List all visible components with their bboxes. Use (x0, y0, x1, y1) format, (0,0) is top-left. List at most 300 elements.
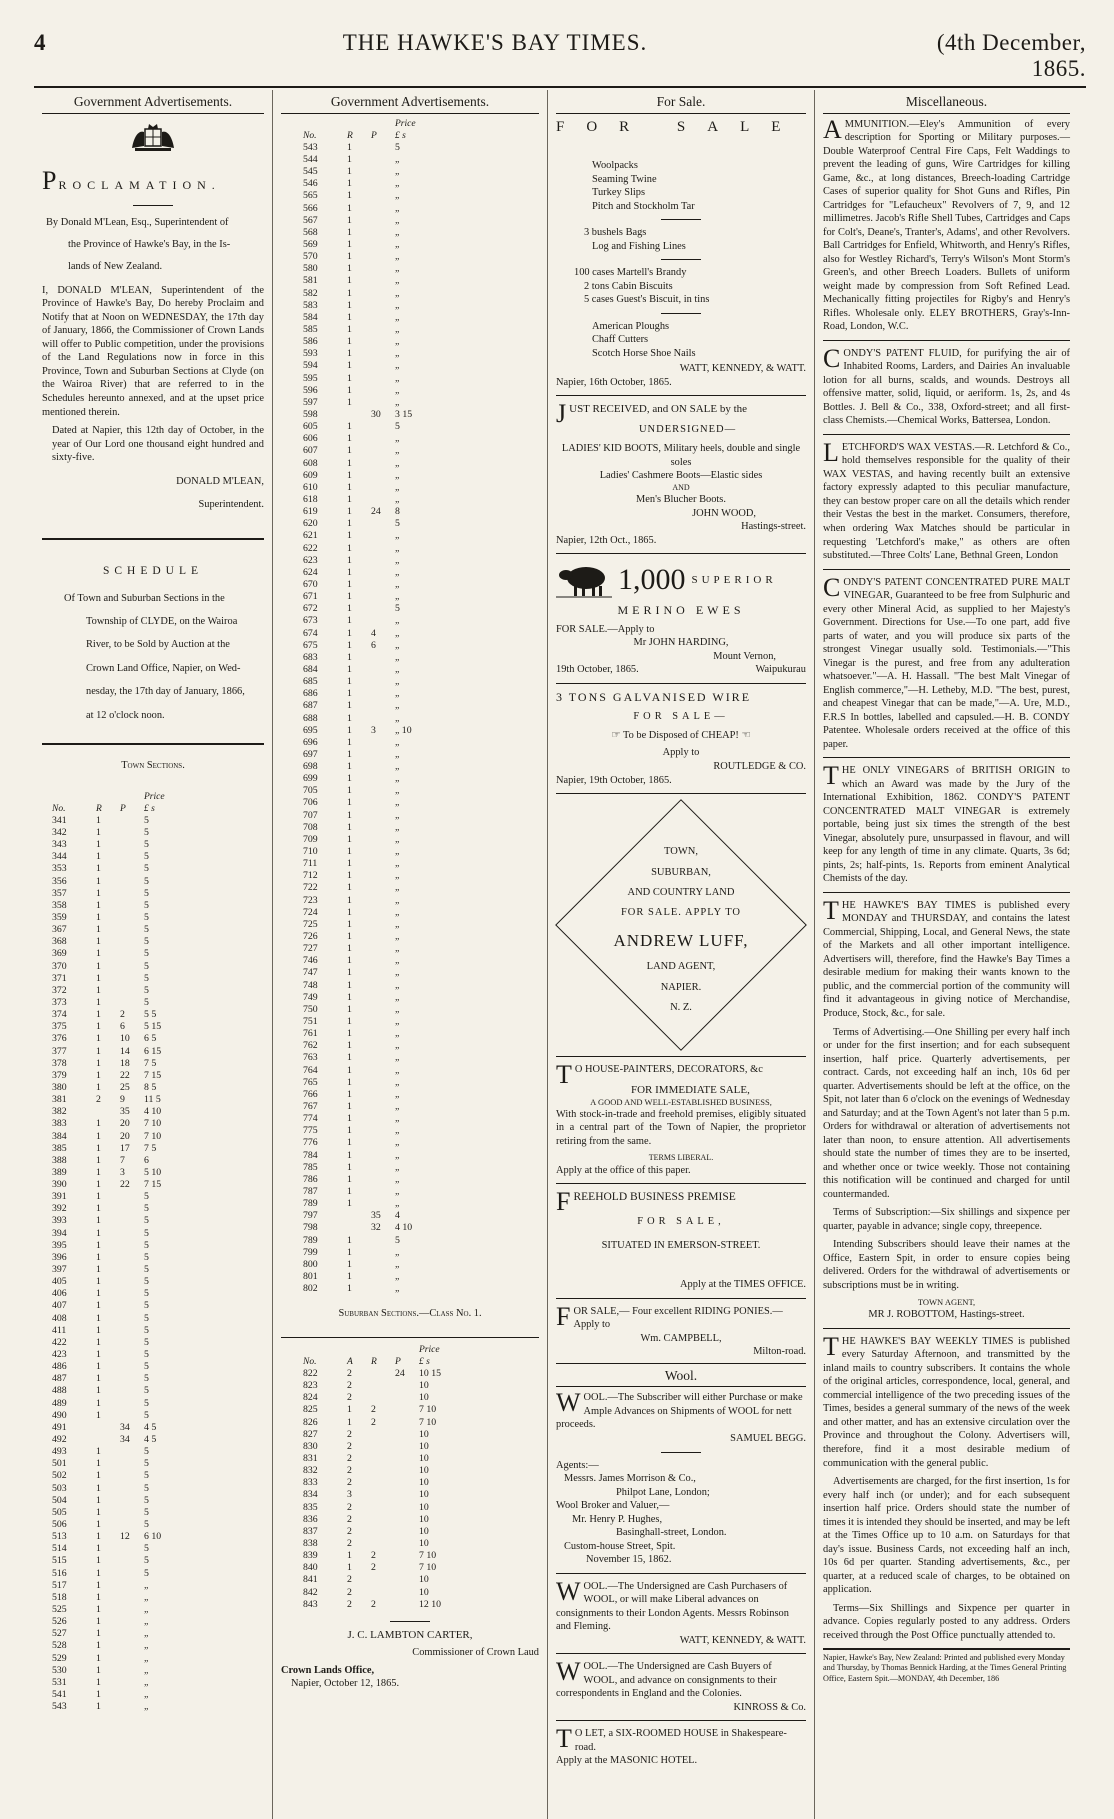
table-cell: 596 (303, 384, 318, 396)
table-cell (367, 239, 391, 251)
table-cell: 35 (120, 1106, 130, 1118)
table-row (48, 1458, 182, 1470)
issue-date: (4th December, 1865. (936, 30, 1086, 81)
table-row (299, 591, 433, 603)
advert-wool-watt (556, 1576, 806, 1648)
table-row (299, 251, 433, 263)
table-cell: 1 (96, 899, 101, 911)
table-cell: „ (395, 761, 400, 773)
table-cell (367, 336, 391, 348)
table-cell: 493 (52, 1446, 67, 1458)
table-cell: 585 (303, 324, 318, 335)
advert-freehold-premises (556, 1187, 806, 1291)
table-cell: 5 (144, 1385, 149, 1397)
table-row (299, 1453, 457, 1465)
table-row (299, 542, 433, 554)
advert-john-wood (556, 399, 806, 547)
table-cell: 1 (96, 972, 101, 984)
table-cell (367, 433, 391, 445)
schedule-line: Crown Land Office, Napier, on Wed- (86, 662, 241, 674)
table-cell: „ (395, 918, 400, 930)
table-cell: 695 (303, 724, 318, 736)
table-cell: „ (395, 700, 400, 712)
table-cell (116, 1337, 140, 1349)
table-row (48, 1033, 182, 1045)
table-cell: 5 (144, 1215, 149, 1227)
table-cell: 1 (96, 936, 101, 948)
table-row (48, 1058, 182, 1070)
table-cell: 697 (303, 748, 318, 760)
table-cell (116, 924, 140, 936)
table-cell: 831 (303, 1453, 318, 1465)
table-cell: 610 (303, 481, 318, 493)
table-cell (343, 409, 367, 421)
table-cell: 515 (52, 1555, 67, 1567)
table-cell: 5 (144, 1288, 149, 1300)
section-header: Government Advertisements. (281, 90, 539, 114)
table-cell: 1 (347, 396, 352, 408)
table-row (299, 1380, 457, 1392)
table-row (299, 992, 433, 1004)
table-cell: 835 (303, 1501, 318, 1513)
table-cell: 7 10 (419, 1404, 437, 1416)
table-row (299, 627, 433, 639)
table-row (48, 1045, 182, 1057)
table-row (299, 1186, 433, 1198)
table-cell: „ (395, 1101, 400, 1112)
diamond-line: NAPIER. (660, 981, 702, 993)
table-cell: „ (395, 627, 400, 639)
table-row (48, 1203, 182, 1215)
table-cell: 800 (303, 1258, 318, 1270)
table-row (299, 1052, 433, 1064)
table-cell: 1 (96, 1227, 101, 1239)
table-cell: 22 (120, 1179, 130, 1191)
divider (661, 219, 701, 220)
table-row (48, 973, 182, 985)
table-cell (116, 1568, 140, 1580)
table-row (48, 1191, 182, 1203)
table-cell: 1 (96, 948, 101, 960)
table-cell: 1 (96, 1373, 101, 1385)
table-cell: 487 (52, 1373, 67, 1385)
table-cell: 1 (347, 1416, 352, 1428)
table-cell: 1 (96, 1300, 101, 1312)
table-cell: 10 (419, 1586, 429, 1598)
table-cell (367, 797, 391, 809)
goods-item: 100 cases Martell's Brandy (574, 267, 687, 279)
table-cell (367, 518, 391, 530)
advert-andrew-luff (556, 800, 806, 1050)
table-cell (343, 1210, 367, 1222)
table-cell: 836 (303, 1513, 318, 1525)
table-row (48, 1434, 182, 1446)
table-cell: 5 (144, 1373, 149, 1385)
table-cell: 763 (303, 1052, 318, 1064)
goods-item: Turkey Slips (592, 187, 646, 199)
advert-wool-kinross (556, 1657, 806, 1714)
price-header: Price (419, 1344, 440, 1355)
table-cell (367, 190, 391, 202)
table-row (299, 700, 433, 712)
table-cell: 1 (347, 226, 352, 238)
page-number: 4 (34, 30, 46, 55)
boots-line: LADIES' KID BOOTS, Military heels, double and single soles (561, 443, 801, 468)
painters-sub: A GOOD AND WELL-ESTABLISHED BUSINESS, (590, 1096, 772, 1107)
table-cell: „ 10 (395, 724, 412, 736)
table-cell (367, 1125, 391, 1137)
table-cell: 2 (347, 1380, 352, 1392)
table-cell: 1 (347, 493, 352, 505)
table-cell: 776 (303, 1137, 318, 1149)
table-cell: 1 (347, 651, 352, 663)
table-cell: 762 (303, 1040, 318, 1052)
table-cell (343, 1222, 367, 1234)
table-cell: 1 (96, 851, 101, 863)
table-cell (367, 300, 391, 312)
table-cell: 1 (347, 736, 352, 748)
table-row (299, 652, 433, 664)
table-cell: 1 (347, 336, 352, 348)
table-cell: 9 (120, 1094, 125, 1106)
r-header: R (347, 130, 353, 141)
table-cell: 1 (96, 1567, 101, 1579)
table-cell (367, 567, 391, 579)
table-cell (367, 1065, 391, 1077)
table-cell: „ (395, 445, 400, 457)
divider (556, 683, 806, 684)
table-cell: 4 5 (144, 1421, 157, 1433)
table-cell (367, 457, 391, 469)
table-row (48, 888, 182, 900)
table-row (299, 142, 433, 154)
table-cell: 543 (303, 141, 318, 153)
table-cell: 6 5 (144, 1033, 157, 1045)
advert-riding-ponies (556, 1301, 806, 1359)
table-row (299, 300, 433, 312)
table-cell: 1 (96, 1688, 101, 1700)
table-cell (116, 1640, 140, 1652)
table-cell: 1 (96, 924, 101, 936)
table-cell: 5 (144, 1324, 149, 1336)
table-cell: 1 (347, 421, 352, 433)
table-cell: 359 (52, 911, 67, 923)
table-cell: 5 (144, 1227, 149, 1239)
table-row (48, 1130, 182, 1142)
table-cell: 1 (347, 955, 352, 967)
table-cell: „ (395, 566, 400, 578)
column-miscellaneous (814, 90, 1078, 1819)
table-row (299, 457, 433, 469)
pounds-header: £ s (419, 1356, 430, 1367)
table-cell (367, 275, 391, 287)
table-cell (367, 1101, 391, 1113)
table-cell (367, 980, 391, 992)
table-cell: 683 (303, 651, 318, 663)
advert-condys-fluid (823, 343, 1070, 428)
table-cell: 1 (96, 1628, 101, 1640)
table-cell: 489 (52, 1397, 67, 1409)
table-cell: 5 (144, 1276, 149, 1288)
ewes-line: MERINO EWES (617, 603, 745, 618)
table-cell (367, 834, 391, 846)
table-cell: 1 (347, 1003, 352, 1015)
table-row (48, 1568, 182, 1580)
table-cell (367, 1441, 391, 1453)
table-cell: 1 (347, 797, 352, 809)
table-row (48, 1288, 182, 1300)
table-cell: 3 15 (395, 408, 413, 420)
table-cell: 827 (303, 1428, 318, 1440)
table-cell: 825 (303, 1404, 318, 1416)
table-cell: 1 (96, 1494, 101, 1506)
table-cell: 528 (52, 1640, 67, 1652)
table-cell (367, 615, 391, 627)
table-cell (367, 810, 391, 822)
table-row (48, 1252, 182, 1264)
table-row (299, 433, 433, 445)
table-row (299, 373, 433, 385)
table-cell: 1 (96, 1555, 101, 1567)
table-row (48, 1240, 182, 1252)
table-row (299, 603, 433, 615)
table-cell: 2 (347, 1513, 352, 1525)
table-cell: 1 (96, 1179, 101, 1191)
table-cell: 567 (303, 214, 318, 226)
table-row (48, 997, 182, 1009)
table-cell (367, 348, 391, 360)
table-cell: „ (395, 1125, 400, 1137)
table-cell: 1 (347, 943, 352, 955)
table-cell: „ (395, 785, 400, 797)
table-cell: 764 (303, 1064, 318, 1076)
table-cell: „ (395, 931, 400, 943)
table-cell: 1 (347, 542, 352, 554)
table-row (48, 1228, 182, 1240)
drop-cap: T (556, 1724, 572, 1754)
table-cell (367, 955, 391, 967)
table-cell: 5 (144, 1397, 149, 1409)
table-cell: „ (395, 396, 400, 408)
table-cell (391, 1514, 415, 1526)
table-cell: 501 (52, 1458, 67, 1470)
table-cell: „ (395, 433, 400, 445)
table-cell: 1 (347, 809, 352, 821)
table-cell (116, 1689, 140, 1701)
table-row (299, 1441, 457, 1453)
table-row (299, 494, 433, 506)
drop-cap: C (823, 343, 841, 373)
painters-terms: TERMS LIBERAL. (648, 1153, 714, 1163)
divider (556, 1573, 806, 1574)
table-cell (367, 688, 391, 700)
section-header: For Sale. (556, 90, 806, 114)
table-cell: 708 (303, 821, 318, 833)
table-cell: 5 (144, 1567, 149, 1579)
table-cell: „ (395, 591, 400, 603)
table-cell: „ (395, 336, 400, 348)
proclamation-dated: Dated at Napier, this 12th day of October, in the year of Our Lord one thousand eight hundred and sixty-five. (52, 425, 264, 464)
table-cell (367, 1587, 391, 1599)
table-cell: 10 (419, 1574, 429, 1586)
sheep-icon (556, 562, 612, 598)
table-row (299, 1150, 433, 1162)
table-cell: 1 (347, 639, 352, 651)
table-cell: 824 (303, 1392, 318, 1404)
goods-item: Scotch Horse Shoe Nails (592, 347, 696, 359)
table-cell: 502 (52, 1470, 67, 1482)
table-cell (116, 1288, 140, 1300)
ewes-footer (556, 663, 806, 677)
proclamation-initial: P (42, 165, 59, 195)
table-cell: 376 (52, 1033, 67, 1045)
table-cell (116, 1361, 140, 1373)
table-cell: 1 (96, 1118, 101, 1130)
table-cell: 34 (120, 1434, 130, 1446)
table-row (299, 688, 433, 700)
table-cell: 10 (419, 1440, 429, 1452)
table-cell: 377 (52, 1045, 67, 1057)
table-cell: 492 (52, 1434, 67, 1446)
table-row (299, 445, 433, 457)
price-header: Price (144, 791, 165, 802)
table-cell (116, 997, 140, 1009)
table-cell: „ (395, 481, 400, 493)
goods-item: Pitch and Stockholm Tar (592, 200, 695, 212)
goods-item: American Ploughs (592, 320, 670, 332)
table-cell: 1 (347, 481, 352, 493)
table-row (299, 1210, 433, 1222)
table-cell (367, 870, 391, 882)
table-row (299, 324, 433, 336)
table-cell: 1 (96, 1397, 101, 1409)
table-row (299, 615, 433, 627)
table-cell (116, 1628, 140, 1640)
advert-text: HE ONLY VINEGARS of BRITISH ORIGIN to which an Award was made by the Jury of the International Exhibition, 1862. CONDY'S PATENT CONCENTRATED MALT VINEGAR is extremely portable, being just six times the strength of the best Vinegar, absolutely pure, unsurpassed in flavour, and will keep for any length of time in any climate. Quarts, 3s 6d; pints, 2s; half-pints, 1s. Reports from eminent Analytical Chemists of the day. (823, 765, 1070, 885)
table-cell (391, 1599, 415, 1611)
table-cell: 5 (144, 1555, 149, 1567)
table-cell (116, 1652, 140, 1664)
table-cell: „ (395, 1149, 400, 1161)
table-row (299, 1404, 457, 1416)
diamond-line: SUBURBAN, (651, 866, 711, 878)
table-cell: 394 (52, 1227, 67, 1239)
table-cell: 711 (303, 858, 318, 870)
table-cell: 1 (347, 870, 352, 882)
table-cell: 1 (347, 178, 352, 190)
table-cell: 707 (303, 809, 318, 821)
table-row (48, 1543, 182, 1555)
pointing-hand-icon: ☜ (741, 729, 751, 741)
table-cell: 1 (347, 724, 352, 736)
table-cell: „ (395, 1173, 400, 1185)
pounds-header: £ s (144, 803, 155, 814)
table-cell (367, 470, 391, 482)
table-cell: 1 (96, 1239, 101, 1251)
table-cell: 2 (347, 1465, 352, 1477)
painters-heading: O HOUSE-PAINTERS, DECORATORS, &c (574, 1064, 763, 1076)
table-row (48, 863, 182, 875)
table-cell: 1 (347, 1101, 352, 1112)
table-cell: 4 10 (395, 1222, 413, 1234)
table-cell: 1 (96, 960, 101, 972)
table-cell: 342 (52, 826, 67, 838)
table-cell: 12 (120, 1531, 130, 1543)
table-row (299, 1514, 457, 1526)
printer-imprint: Napier, Hawke's Bay, New Zealand: Printed and published every Monday and Thursday, by Thomas Bennick Harding, at the Times General Printing Office, Eastern Spit.—MONDAY, 4th December, 186 (823, 1648, 1070, 1684)
ewes-date: 19th October, 1865. (556, 664, 639, 676)
p-header: P (395, 1356, 401, 1367)
table-row (48, 1009, 182, 1021)
table-row (299, 846, 433, 858)
table-cell: 1 (347, 785, 352, 797)
advert-samuel-begg (556, 1388, 806, 1566)
table-cell: 5 (395, 421, 400, 433)
table-cell: „ (395, 1283, 400, 1295)
table-cell: 1 (347, 1173, 352, 1185)
table-cell (391, 1550, 415, 1562)
table-cell: 1 (347, 263, 352, 275)
schedule-line: River, to be Sold by Auction at the (86, 639, 230, 651)
table-row (48, 1118, 182, 1130)
divider (390, 1621, 430, 1622)
table-row (48, 1021, 182, 1033)
table-cell: 514 (52, 1543, 67, 1555)
table-cell: 1 (347, 1125, 352, 1137)
table-row (299, 1222, 433, 1234)
table-cell: 724 (303, 906, 318, 918)
table-cell: 1 (96, 1033, 101, 1045)
drop-cap: F (556, 1187, 571, 1217)
table-cell: 1 (347, 979, 352, 991)
table-cell (391, 1477, 415, 1489)
table-cell: „ (144, 1701, 149, 1713)
table-cell (116, 1203, 140, 1215)
table-cell (367, 1259, 391, 1271)
table-cell: 675 (303, 639, 318, 651)
table-cell: 367 (52, 924, 67, 936)
table-row (299, 822, 433, 834)
table-cell (116, 1446, 140, 1458)
table-cell (116, 1458, 140, 1470)
table-cell (391, 1587, 415, 1599)
table-row (48, 1422, 182, 1434)
table-cell: 369 (52, 948, 67, 960)
table-cell: 405 (52, 1276, 67, 1288)
table-cell (367, 1502, 391, 1514)
table-cell: 529 (52, 1652, 67, 1664)
table-cell: 1 (96, 1336, 101, 1348)
table-cell: 5 (144, 936, 149, 948)
table-cell (367, 858, 391, 870)
schedule-lines (42, 587, 264, 727)
table-cell: 839 (303, 1550, 318, 1562)
table-cell: 786 (303, 1173, 318, 1185)
table-cell: „ (395, 894, 400, 906)
table-cell: 1 (347, 469, 352, 481)
advert-date: Napier, 16th October, 1865. (556, 376, 672, 388)
table-cell: 1 (96, 863, 101, 875)
table-cell: 1 (347, 166, 352, 178)
table-cell: 4 10 (144, 1106, 162, 1118)
table-cell: „ (395, 311, 400, 323)
table-cell: 1 (347, 311, 352, 323)
table-cell: 380 (52, 1081, 67, 1093)
table-cell: 1 (96, 839, 101, 851)
table-cell (391, 1404, 415, 1416)
table-cell (367, 1198, 391, 1210)
table-cell: „ (395, 846, 400, 858)
